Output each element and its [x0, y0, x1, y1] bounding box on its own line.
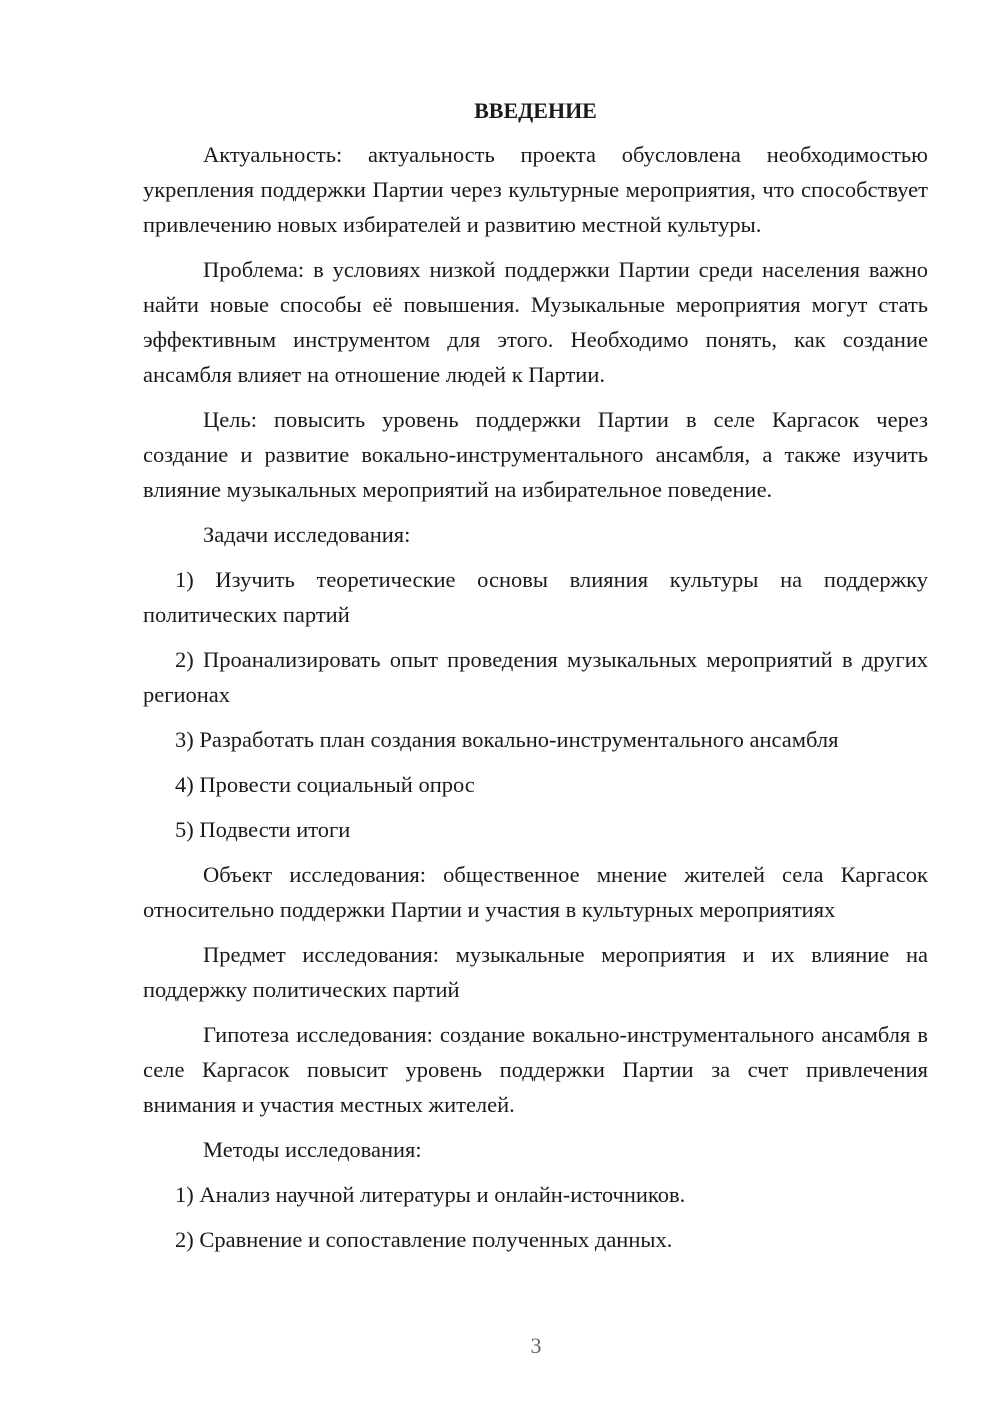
subject-paragraph: Предмет исследования: музыкальные мероприятия и их влияние на поддержку политических партий	[143, 942, 928, 1002]
page-content	[143, 95, 928, 1267]
hypothesis-paragraph: Гипотеза исследования: создание вокально-инструментального ансамбля в селе Каргасок повысит уровень поддержки Партии за счет привлечения внимания и участия местных жителей.	[143, 1022, 928, 1117]
page-number: 3	[530, 1333, 542, 1358]
problem-paragraph: Проблема: в условиях низкой поддержки Партии среди населения важно найти новые способы её повышения. Музыкальные мероприятия могут стать эффективным инструментом для этого. Необходимо понять, как создание ансамбля влияет на отношение людей к Партии.	[143, 257, 928, 387]
tasks-heading: Задачи исследования:	[203, 522, 411, 547]
goal-paragraph: Цель: повысить уровень поддержки Партии в селе Каргасок через создание и развитие вокально-инструментального ансамбля, а также изучить влияние музыкальных мероприятий на избирательное поведение.	[143, 407, 928, 502]
task-item-1: 1) Изучить теоретические основы влияния культуры на поддержку политических партий	[143, 567, 928, 627]
method-item-2: 2) Сравнение и сопоставление полученных данных.	[175, 1227, 673, 1252]
task-item-5: 5) Подвести итоги	[175, 817, 351, 842]
methods-heading: Методы исследования:	[203, 1137, 422, 1162]
task-item-2: 2) Проанализировать опыт проведения музыкальных мероприятий в других регионах	[143, 647, 928, 707]
method-item-1: 1) Анализ научной литературы и онлайн-источников.	[175, 1182, 686, 1207]
object-paragraph: Объект исследования: общественное мнение жителей села Каргасок относительно поддержки Партии и участия в культурных мероприятиях	[143, 862, 928, 922]
task-item-3: 3) Разработать план создания вокально-инструментального ансамбля	[175, 727, 839, 752]
section-title: ВВЕДЕНИЕ	[474, 98, 597, 123]
task-item-4: 4) Провести социальный опрос	[175, 772, 475, 797]
relevance-paragraph: Актуальность: актуальность проекта обусловлена необходимостью укрепления поддержки Партии через культурные мероприятия, что способствует привлечению новых избирателей и развитию местной культуры.	[143, 142, 928, 237]
